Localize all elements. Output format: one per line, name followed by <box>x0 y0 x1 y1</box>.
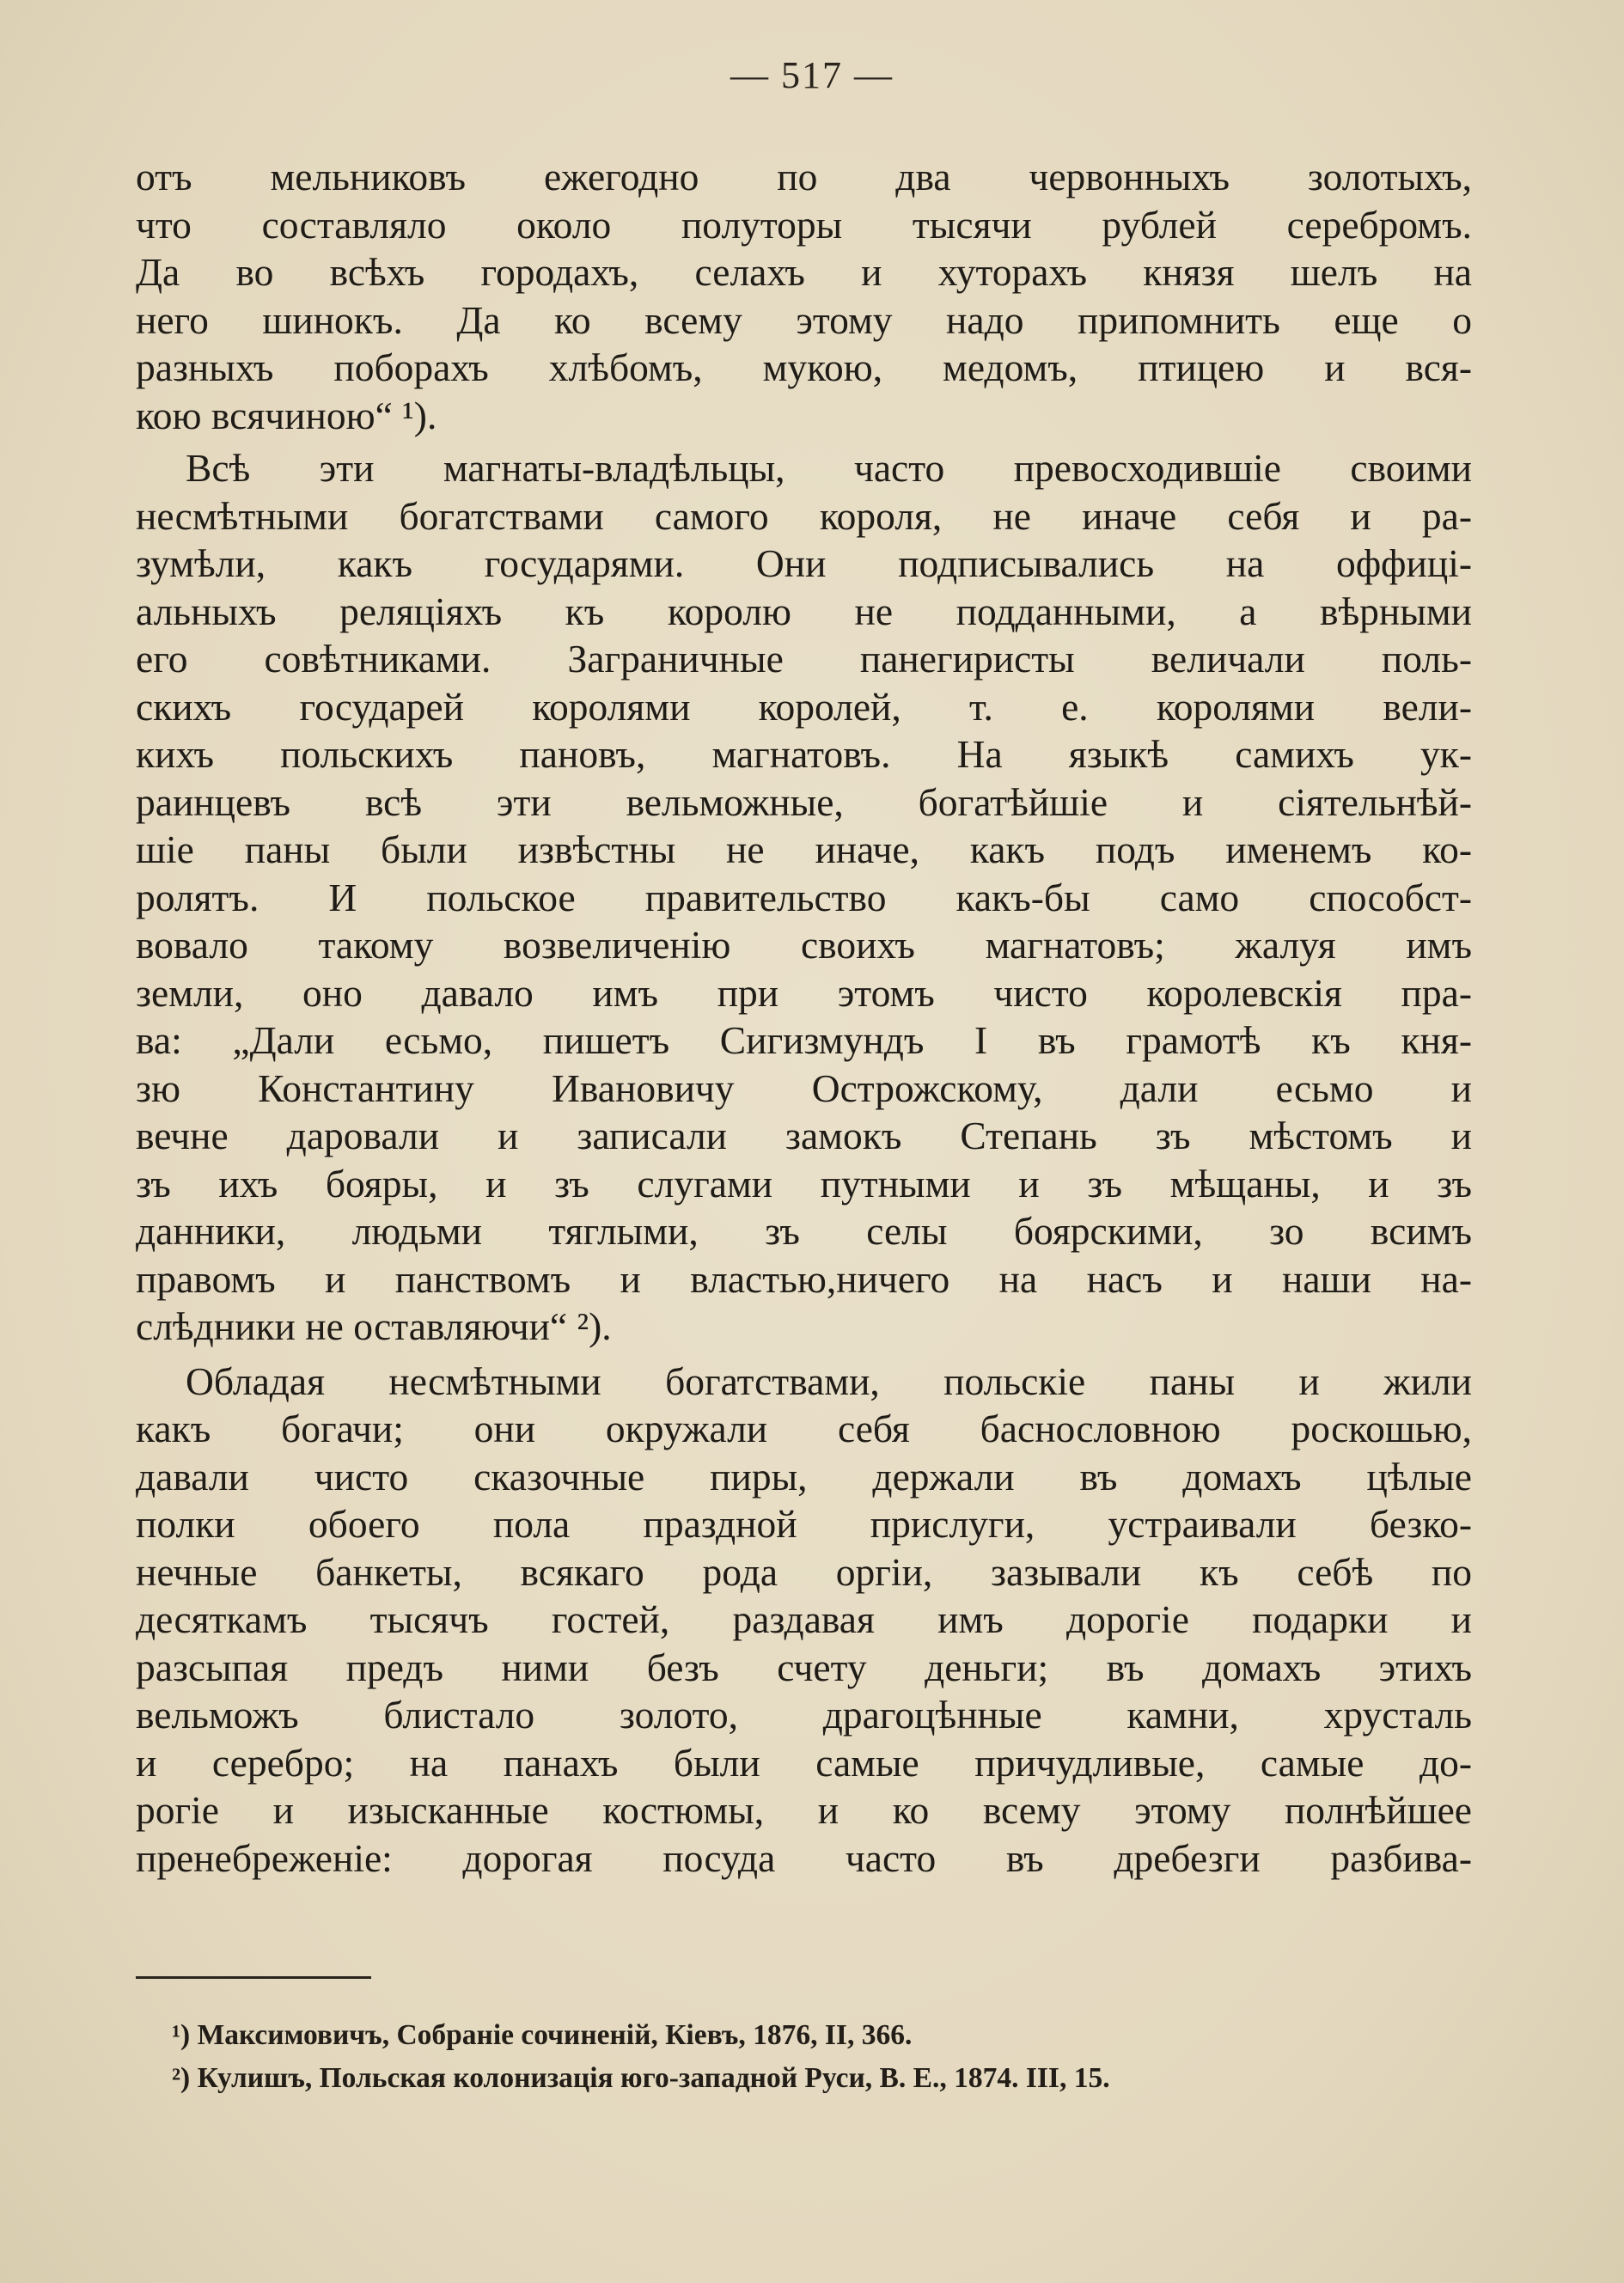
text-line: альныхъ реляціяхъ къ королю не подданными, а вѣрными <box>136 589 1472 633</box>
text-line: кою всячиною“ ¹). <box>136 393 437 437</box>
text-line: давали чисто сказочные пиры, держали въ домахъ цѣлые <box>136 1454 1472 1499</box>
page-number: — 517 — <box>730 54 894 96</box>
body-text <box>136 153 1472 1882</box>
text-line: вовало такому возвеличенію своихъ магнатовъ; жалуя имъ <box>136 923 1472 967</box>
paragraph-3 <box>136 1358 1472 1883</box>
text-line: вечне даровали и записали замокъ Степань зъ мѣстомъ и <box>136 1114 1472 1157</box>
text-line: Да во всѣхъ городахъ, селахъ и хуторахъ князя шелъ на <box>136 250 1472 294</box>
text-line: данники, людьми тяглыми, зъ селы боярскими, зо всимъ <box>136 1209 1472 1253</box>
text-line: несмѣтными богатствами самого короля, не иначе себя и ра- <box>136 493 1472 538</box>
text-line: Всѣ эти магнаты-владѣльцы, часто превосходившіе своими <box>186 446 1472 490</box>
text-line: разсыпая предъ ними безъ счету деньги; въ домахъ этихъ <box>136 1645 1472 1689</box>
footnote-1: ¹) Максимовичъ, Собраніе сочиненій, Кіевъ, 1876, II, 366. <box>172 2019 913 2051</box>
text-line: слѣдники не оставляючи“ ²). <box>136 1304 612 1348</box>
text-line: рогіе и изысканные костюмы, и ко всему этому полнѣйшее <box>136 1788 1472 1832</box>
text-line: кихъ польскихъ пановъ, магнатовъ. На языкѣ самихъ ук- <box>136 732 1472 776</box>
footnotes <box>172 2014 1461 2100</box>
text-line: его совѣтниками. Заграничные панегиристы величали поль- <box>136 637 1472 681</box>
footnote-rule <box>136 1976 371 1979</box>
text-line: пренебреженіе: дорогая посуда часто въ дребезги разбива- <box>136 1835 1472 1880</box>
text-line: ролятъ. И польское правительство какъ-бы само способст- <box>136 875 1472 919</box>
footnote-2: ²) Кулишъ, Польская колонизація юго-западной Руси, В. Е., 1874. III, 15. <box>172 2062 1110 2094</box>
text-line: правомъ и панствомъ и властью,ничего на насъ и наши на- <box>136 1256 1472 1301</box>
text-line: что составляло около полуторы тысячи рублей серебромъ. <box>136 202 1472 247</box>
text-line: него шинокъ. Да ко всему этому надо припомнить еще о <box>136 297 1472 342</box>
text-line: земли, оно давало имъ при этомъ чисто королевскія пра- <box>136 970 1472 1015</box>
paragraph-1 <box>136 153 1472 439</box>
text-line: нечные банкеты, всякаго рода оргіи, зазывали къ себѣ по <box>136 1549 1472 1594</box>
text-line: и серебро; на панахъ были самые причудливые, самые до- <box>136 1740 1472 1785</box>
text-line: раинцевъ всѣ эти вельможные, богатѣйшіе и сіятельнѣй- <box>136 779 1472 824</box>
text-line: шіе паны были извѣстны не иначе, какъ подъ именемъ ко- <box>136 827 1472 871</box>
text-line: полки обоего пола праздной прислуги, устраивали безко- <box>136 1502 1472 1546</box>
text-line: зъ ихъ бояры, и зъ слугами путными и зъ мѣщаны, и зъ <box>136 1161 1472 1206</box>
text-line: какъ богачи; они окружали себя баснословною роскошью, <box>136 1407 1472 1450</box>
text-line: зю Константину Ивановичу Острожскому, дали есьмо и <box>136 1065 1472 1110</box>
text-line: отъ мельниковъ ежегодно по два червонныхъ золотыхъ, <box>136 155 1472 198</box>
text-line: зумѣли, какъ государями. Они подписывались на оффиці- <box>136 541 1472 585</box>
text-line: разныхъ поборахъ хлѣбомъ, мукою, медомъ, птицею и вся- <box>136 345 1472 389</box>
text-line: скихъ государей королями королей, т. е. королями вели- <box>136 684 1472 729</box>
paragraph-2 <box>136 444 1472 1351</box>
text-line: ва: „Дали есьмо, пишетъ Сигизмундъ I въ грамотѣ къ кня- <box>136 1018 1472 1062</box>
text-line: вельможъ блистало золото, драгоцѣнные камни, хрусталь <box>136 1693 1472 1737</box>
text-line: Обладая несмѣтными богатствами, польскіе паны и жили <box>186 1358 1472 1403</box>
text-line: десяткамъ тысячъ гостей, раздавая имъ дорогіе подарки и <box>136 1597 1472 1641</box>
